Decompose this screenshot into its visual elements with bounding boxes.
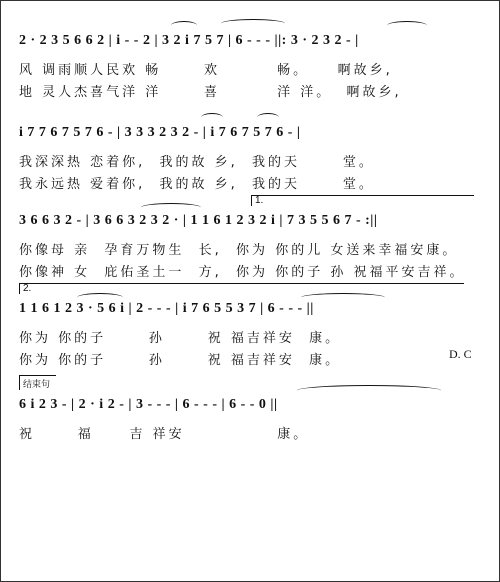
lyric-line: 你为 你的子 孙 祝 福吉祥安 康。 (19, 331, 342, 346)
lyric-line: 我深深热 恋着你, 我的故 乡, 我的天 堂。 (19, 155, 375, 170)
tie (297, 385, 441, 396)
lyric-line: 祝 福 吉 祥安 康。 (19, 427, 310, 442)
notation-line: 6 i 2 3 - | 2 · i 2 - | 3 - - - | 6 - - - | 6 - - 0 || (19, 397, 278, 412)
lyric-line: 你像母 亲 孕育万物生 长, 你为 你的儿 女送来幸福安康。 (19, 243, 459, 258)
lyric-line: 我永远热 爱着你, 我的故 乡, 我的天 堂。 (19, 177, 375, 192)
slur (141, 203, 201, 212)
system-4 (1, 283, 499, 368)
lyric-line: 你像神 女 庇佑圣土一 方, 你为 你的子 孙 祝福平安吉祥。 (19, 265, 466, 280)
ending-tag: 结束句 (23, 380, 51, 390)
system-5 (1, 375, 499, 455)
volta-bracket (19, 283, 464, 294)
lyric-line: 你为 你的子 孙 祝 福吉祥安 康。 (19, 353, 342, 368)
lyric-line: 风 调雨顺人民欢 畅 欢 畅。 啊故乡, (19, 63, 393, 78)
system-3 (1, 195, 499, 280)
notation-line: i 7 7 6 7 5 7 6 - | 3 3 3 2 3 2 - | i 7 6 7 5 7 6 - | (19, 125, 301, 140)
notation-line: 1 1 6 1 2 3 · 5 6 i | 2 - - - | i 7 6 5 5 3 7 | 6 - - - || (19, 301, 314, 316)
notation-line: 2 · 2 3 5 6 6 2 | i - - 2 | 3 2 i 7 5 7 | 6 - - - ||: 3 · 2 3 2 - | (19, 33, 359, 48)
system-2 (1, 111, 499, 191)
volta-bracket (251, 195, 474, 206)
slur (221, 19, 285, 28)
slur (171, 21, 197, 30)
volta-label: 2. (23, 283, 32, 294)
slur (257, 113, 279, 122)
slur (387, 21, 427, 30)
volta-label: 1. (255, 195, 264, 206)
slur (201, 113, 223, 122)
notation-line: 3 6 6 3 2 - | 3 6 6 3 2 3 2 · | 1 1 6 1 2 3 2 i | 7 3 5 5 6 7 - :|| (19, 213, 378, 228)
lyric-line: 地 灵人杰喜气洋 洋 喜 洋 洋。 啊故乡, (19, 85, 402, 100)
system-1 (1, 19, 499, 99)
dc-marking: D. C (449, 347, 472, 361)
